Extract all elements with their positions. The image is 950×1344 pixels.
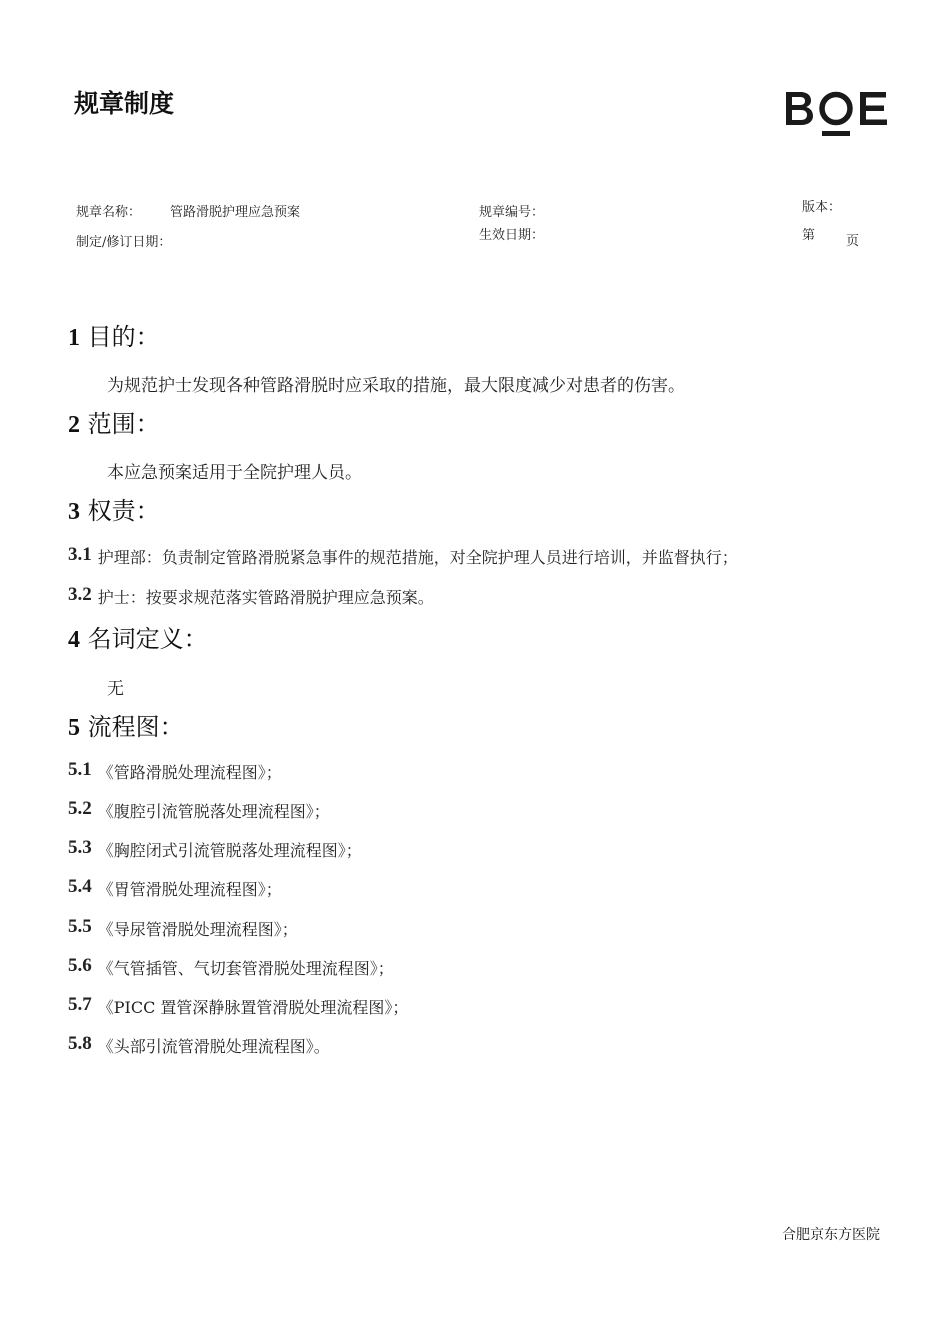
section-2-body: 本应急预案适用于全院护理人员。 — [107, 463, 362, 483]
section-3-item — [68, 585, 434, 609]
section-3-item — [68, 545, 738, 569]
section-number: 1 — [68, 325, 80, 351]
item-text: 《头部引流管滑脱处理流程图》。 — [97, 1037, 330, 1056]
item-text: 《导尿管滑脱处理流程图》； — [97, 920, 298, 939]
regulation-name-value: 管路滑脱护理应急预案 — [170, 205, 301, 220]
section-number: 3 — [68, 499, 80, 525]
item-number: 3.2 — [68, 584, 92, 605]
section-1-body: 为规范护士发现各种管路滑脱时应采取的措施，最大限度减少对患者的伤害。 — [107, 376, 685, 396]
flowchart-list-item — [68, 956, 394, 980]
item-number: 5.7 — [68, 994, 92, 1015]
section-title: 权责： — [87, 497, 160, 525]
page-label-prefix: 第 — [802, 228, 816, 243]
item-text: 《气管插管、气切套管滑脱处理流程图》； — [97, 959, 394, 978]
flowchart-list-item — [68, 917, 298, 941]
item-number: 5.3 — [68, 837, 92, 858]
section-4-body: 无 — [107, 679, 124, 699]
section-title: 流程图： — [87, 713, 184, 741]
item-number: 5.1 — [68, 759, 92, 780]
section-number: 2 — [68, 412, 80, 438]
boe-logo — [783, 88, 893, 140]
section-1-heading — [68, 317, 160, 352]
section-4-heading — [68, 619, 208, 654]
version-label: 版本： — [802, 200, 842, 215]
revision-date-label: 制定/修订日期： — [76, 235, 172, 250]
item-text: 《胃管滑脱处理流程图》； — [97, 880, 282, 899]
section-title: 范围： — [87, 410, 160, 438]
item-text: 护理部：负责制定管路滑脱紧急事件的规范措施，对全院护理人员进行培训，并监督执行； — [97, 548, 738, 567]
regulation-name-label: 规章名称： — [76, 205, 142, 220]
item-number: 5.8 — [68, 1033, 92, 1054]
flowchart-list-item — [68, 1034, 330, 1058]
item-number: 5.4 — [68, 876, 92, 897]
section-title: 目的： — [87, 323, 160, 351]
item-text: 《胸腔闭式引流管脱落处理流程图》； — [97, 841, 362, 860]
flowchart-list-item — [68, 838, 362, 862]
item-text: 护士：按要求规范落实管路滑脱护理应急预案。 — [97, 588, 434, 607]
section-5-heading — [68, 707, 184, 742]
footer-organization: 合肥京东方医院 — [782, 1227, 880, 1243]
section-3-heading — [68, 491, 160, 526]
flowchart-list-item — [68, 760, 282, 784]
item-text: 《PICC 置管深静脉置管滑脱处理流程图》； — [97, 998, 409, 1017]
item-number: 5.5 — [68, 916, 92, 937]
page-label-suffix: 页 — [846, 234, 860, 249]
item-number: 5.6 — [68, 955, 92, 976]
flowchart-list-item — [68, 799, 330, 823]
effective-date-label: 生效日期： — [479, 228, 545, 243]
regulation-number-label: 规章编号： — [479, 205, 545, 220]
section-2-heading — [68, 404, 160, 439]
flowchart-list-item — [68, 877, 282, 901]
section-title: 名词定义： — [87, 625, 208, 653]
item-number: 5.2 — [68, 798, 92, 819]
section-number: 5 — [68, 715, 80, 741]
item-text: 《管路滑脱处理流程图》； — [97, 763, 282, 782]
item-text: 《腹腔引流管脱落处理流程图》； — [97, 802, 330, 821]
flowchart-list-item — [68, 995, 408, 1019]
item-number: 3.1 — [68, 544, 92, 565]
document-type-title: 规章制度 — [74, 89, 175, 118]
section-number: 4 — [68, 627, 80, 653]
